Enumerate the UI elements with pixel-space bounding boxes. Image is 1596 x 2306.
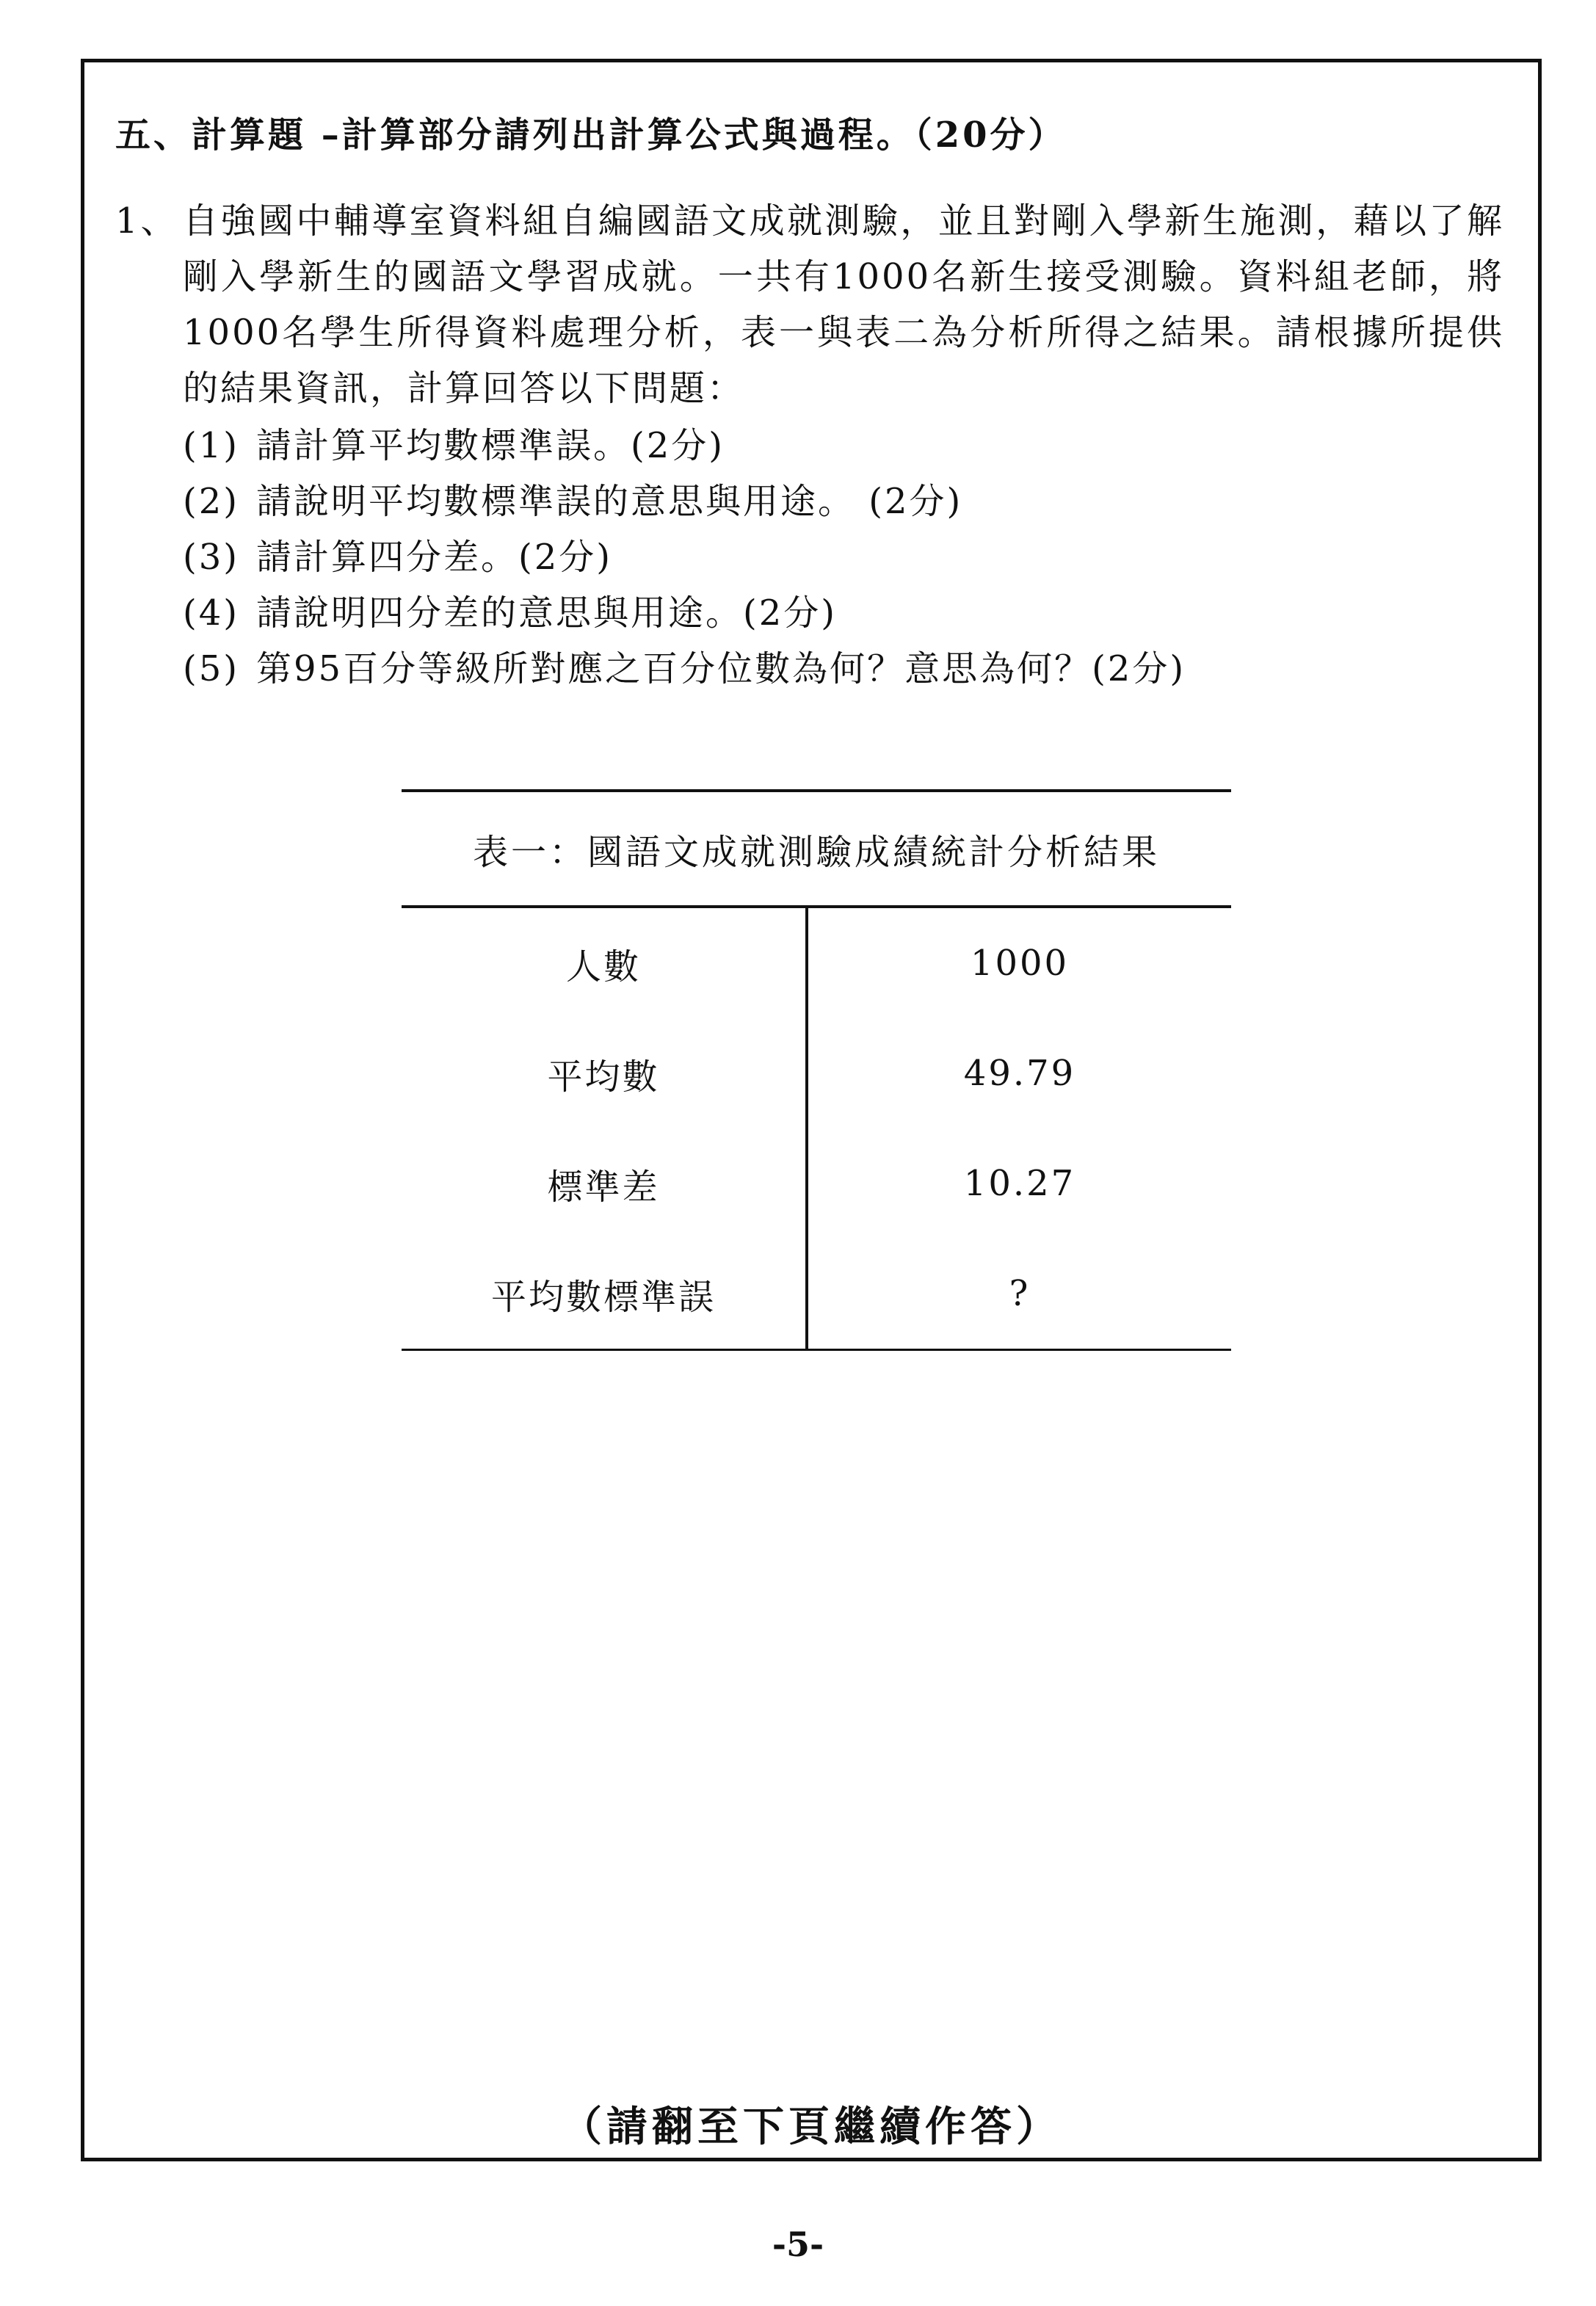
sub-question-number: (3) — [183, 537, 239, 578]
row-label: 平均數標準誤 — [402, 1239, 807, 1349]
sub-question-text: 請計算平均數標準誤。(2分) — [256, 425, 725, 466]
question-text: 自強國中輔導室資料組自編國語文成就測驗，並且對剛入學新生施測，藉以了解剛入學新生的國語文學習成就。一共有1000名新生接受測驗。資料組老師，將1000名學生所得資料處理分析，表一與表二為分析所得之結果。請根據所提供的結果資訊，計算回答以下問題： — [183, 200, 1504, 409]
sub-question-text: 請計算四分差。(2分) — [256, 537, 612, 578]
table-row — [402, 1128, 1231, 1239]
question-1 — [115, 193, 1510, 697]
row-value: 1000 — [970, 943, 1070, 984]
row-value: ? — [1009, 1273, 1031, 1314]
sub-question-number: (4) — [183, 592, 239, 634]
row-value: 10.27 — [963, 1163, 1076, 1204]
sub-question-1 — [183, 418, 1510, 474]
sub-question-3 — [183, 529, 1510, 585]
question-number: 1、 — [115, 200, 179, 242]
continue-note: （請翻至下頁繼續作答） — [561, 2103, 1062, 2151]
sub-question-list — [183, 418, 1510, 697]
section-title: 五、計算題 –計算部分請列出計算公式與過程。（20分） — [115, 115, 1067, 156]
table-row — [402, 1239, 1231, 1349]
table-bottom-rule — [402, 1349, 1231, 1351]
table-row — [402, 908, 1231, 1018]
sub-question-2 — [183, 474, 1510, 529]
row-label: 平均數 — [402, 1018, 807, 1128]
sub-question-4 — [183, 585, 1510, 641]
table-1 — [402, 789, 1231, 1351]
exam-frame — [81, 59, 1542, 2161]
sub-question-5 — [183, 641, 1510, 697]
row-value: 49.79 — [963, 1053, 1076, 1094]
sub-question-number: (5) — [183, 648, 239, 689]
table-row — [402, 1018, 1231, 1128]
sub-question-number: (2) — [183, 481, 239, 522]
sub-question-text: 請說明平均數標準誤的意思與用途。 (2分) — [256, 481, 963, 522]
sub-question-number: (1) — [183, 425, 239, 466]
table-caption: 表一：國語文成就測驗成績統計分析結果 — [472, 831, 1160, 873]
page-number: -5- — [772, 2225, 824, 2264]
sub-question-text: 請說明四分差的意思與用途。(2分) — [256, 592, 837, 634]
row-label: 標準差 — [402, 1128, 807, 1239]
row-label: 人數 — [402, 908, 807, 1018]
sub-question-text: 第95百分等級所對應之百分位數為何？意思為何？(2分) — [256, 648, 1186, 689]
stats-table — [402, 908, 1231, 1349]
question-stem — [115, 193, 1510, 416]
